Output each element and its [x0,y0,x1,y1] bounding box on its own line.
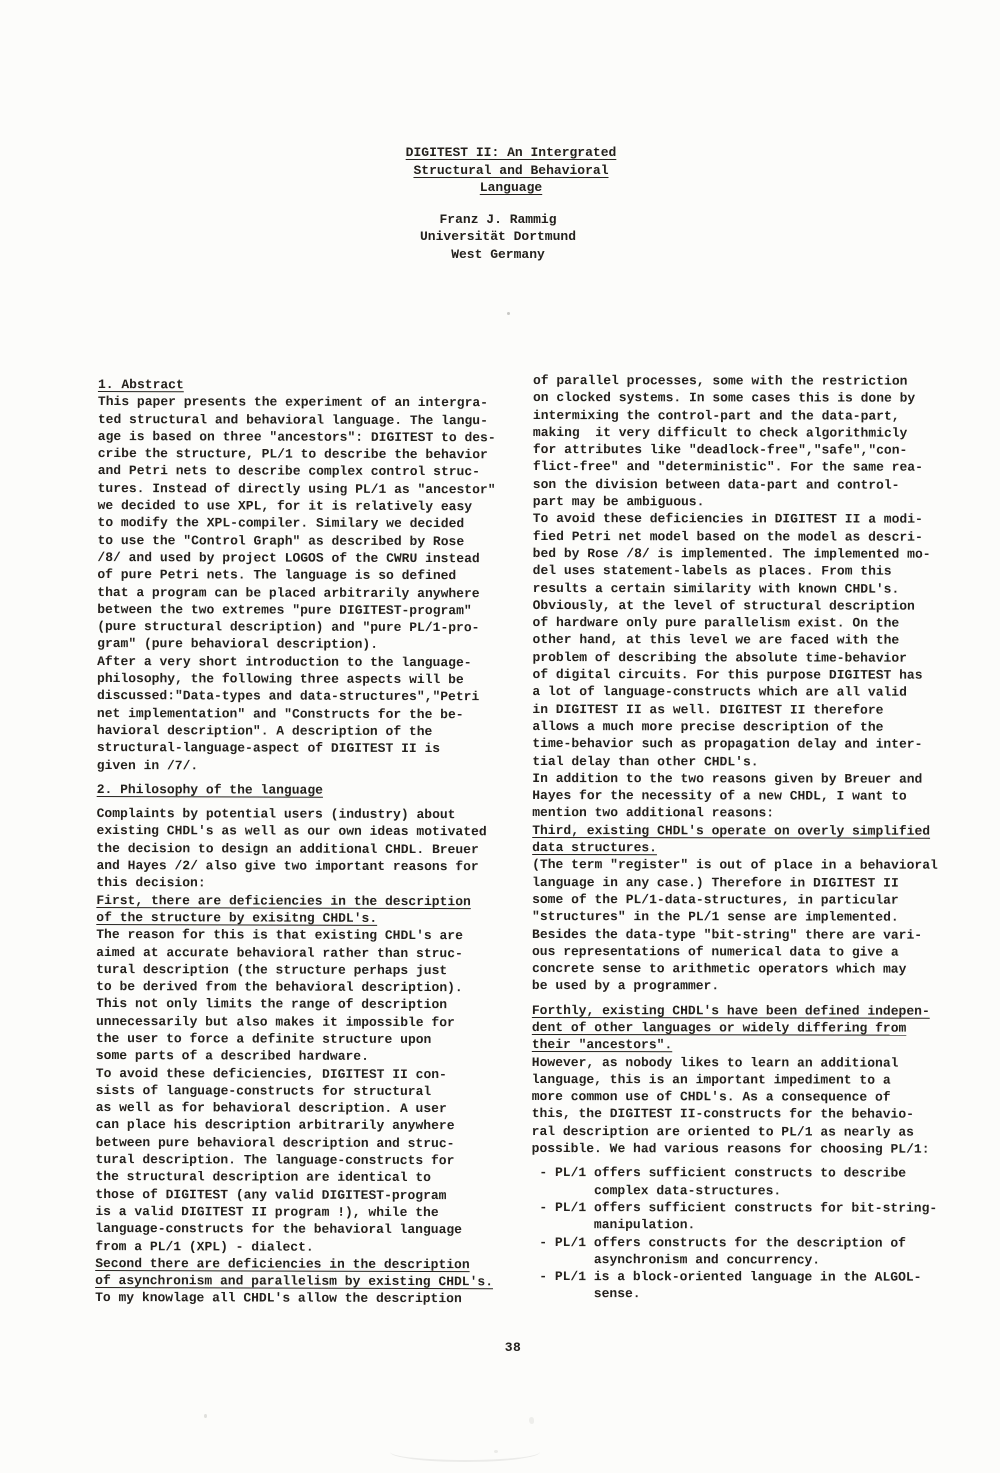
text-line: "structures" in the PL/1 sense are implemented. [532,909,899,925]
text-line: ted structural and behavioral language. The langu- [97,411,488,428]
paper-title-line-1: DIGITEST II: An Intergrated [405,145,617,160]
text-line: First, there are deficiencies in the description [96,892,471,909]
text-line: results a certain similarity with known CHDL's. [532,580,900,597]
text-line: However, as nobody likes to learn an additional [531,1054,899,1071]
text-line: Second there are deficiencies in the description [95,1255,470,1273]
text-line: making it very difficult to check algorithmicly [532,424,908,441]
text-line: to modify the XPL-compiler. Similary we decided [97,515,465,532]
text-line: for attributes like "deadlock-free","safe","con- [532,442,908,458]
text-line: sists of language-constructs for structural [95,1082,432,1099]
scan-artifact-dot [507,312,510,315]
paper-title-line-3: Language [479,180,543,196]
text-line: intermixing the control-part and the data-part, [532,407,900,424]
author-block [11,211,985,264]
text-line: between pure behavioral description and struc- [95,1134,455,1151]
text-line: language, this is an important impediment to a [531,1071,891,1088]
text-line: tural description. The language-constructs for [95,1152,455,1169]
text-line: (pure structural description) and "pure PL/1-pro- [97,619,480,636]
text-line: and Hayes /2/ also give two important reasons for [96,858,479,875]
text-line: age is based on three "ancestors": DIGITEST to des- [97,428,496,446]
text-line: unnecessarily but also makes it impossible for [95,1013,455,1030]
text-line: their "ancestors". [531,1037,673,1053]
text-line: this decision: [96,875,206,891]
text-line: concrete sense to arithmetic operators which may [531,961,907,977]
scan-artifact-dot [204,1414,207,1418]
text-line: this, the DIGITEST II-constructs for the behavio- [531,1106,914,1123]
text-line: Forthly, existing CHDL's have been defined indepen- [531,1002,930,1019]
text-line: that a program can be placed arbitrarily anywhere [97,584,480,601]
text-line: In addition to the two reasons given by Breuer and [532,770,923,787]
text-line: to be derived from the behavioral description). [96,979,463,996]
text-line: problem of describing the absolute time-behavior [532,649,907,666]
text-line: of hardware only pure parallelism exist. On the [532,615,900,631]
text-line: some of the PL/1-data-structures, in particular [532,891,899,908]
text-line: of parallel processes, some with the restriction [532,373,908,389]
text-line: sense. [531,1286,641,1302]
text-line: - PL/1 offers sufficient constructs to describe [531,1165,907,1182]
text-line: Hayes for the necessity of a new CHDL, I want to [532,788,907,804]
text-line: of pure Petri nets. The language is so defined [97,567,457,584]
text-line: net implementation" and "Constructs for the be- [96,705,464,722]
scan-artifact-dot [529,1417,534,1424]
text-line: data structures. [532,840,658,856]
text-line: to use the "Control Graph" as described by Rose [97,532,465,549]
text-line: is a valid DIGITEST II program !), while the [95,1203,439,1221]
text-line: other hand, at this level we are faced with the [532,632,900,649]
text-line: After a very short introduction to the language- [97,653,472,670]
text-line: the user to force a definite structure upon [95,1030,432,1048]
text-line: /8/ and used by project LOGOS of the CWRU instead [97,549,480,567]
text-line: cribe the structure, PL/1 to describe the behavior [97,446,488,463]
text-line: possible. We had various reasons for choosing PL/1: [531,1141,930,1157]
page-number: 38 [504,1340,522,1355]
text-line: ous representations of numerical data to give a [531,943,899,960]
author-name: Franz J. Rammig [439,211,557,227]
text-line: Besides the data-type "bit-string" there are vari- [532,926,923,943]
column-right [531,372,955,1303]
text-line: time-behavior such as propagation delay and inter- [532,736,923,752]
text-line: as well as for behavioral description. A user [95,1100,447,1117]
text-line: those of DIGITEST (any valid DIGITEST-program [95,1186,447,1203]
text-line: flict-free" and "deterministic". For the same rea- [532,459,923,476]
author-country: West Germany [451,246,545,262]
text-line: of digital circuits. For this purpose DIGITEST has [532,667,923,683]
title-block [11,144,1000,263]
text-line: language-constructs for the behavioral language [95,1221,463,1238]
text-line: in DIGITEST II as well. DIGITEST II therefore [532,701,884,718]
paper-title-line-2: Structural and Behavioral [413,162,609,178]
text-line: the decision to design an additional CHDL. Breuer [96,840,479,857]
author-affiliation: Universität Dortmund [419,229,577,245]
text-line: manipulation. [531,1217,696,1233]
text-line: fied Petri net model based on the model as descri- [532,528,923,545]
text-line: can place his description arbitrarily anywhere [95,1117,455,1134]
text-line: havioral description". A description of the [96,722,433,739]
text-line: of asynchronism and parallelism by existing CHDL's. [95,1273,494,1290]
text-line: dent of other languages or widely differing from [531,1019,907,1036]
text-line: complex data-structures. [531,1182,782,1199]
text-line: To my knowlage all CHDL's allow the description [95,1290,462,1307]
text-line: be used by a programmer. [531,978,720,994]
text-line: given in /7/. [96,757,199,773]
text-line: tural description (the structure perhaps just [96,961,448,978]
section-heading: 2. Philosophy of the language [96,781,323,798]
text-line: aimed at accurate behavioral rather than struc- [96,944,463,961]
text-line: philosophy, the following three aspects will be [97,671,464,688]
text-line: discussed:"Data-types and data-structures","Petri [96,688,480,705]
text-line: - PL/1 offers constructs for the description of [531,1234,906,1251]
text-line: some parts of a described hardware. [95,1048,369,1065]
text-line: more common use of CHDL's. As a consequence of [531,1089,891,1105]
text-line: between the two extremes "pure DIGITEST-program" [97,601,472,619]
scan-artifact-arc [390,1442,540,1462]
text-line: structural-language-aspect of DIGITEST II is [96,740,441,757]
text-line: from a PL/1 (XPL) - dialect. [95,1238,314,1255]
text-line: we decided to use XPL, for it is relatively easy [97,498,473,515]
text-line: asynchronism and concurrency. [531,1251,821,1268]
text-line: tures. Instead of directly using PL/1 as "ancestor" [97,480,496,498]
text-line: the structural description are identical to [95,1169,431,1186]
text-line: - PL/1 is a block-oriented language in the ALGOL- [531,1269,922,1285]
text-line: - PL/1 offers sufficient constructs for bit-string- [531,1199,938,1216]
text-line: This paper presents the experiment of an intergra- [97,394,489,411]
text-line: language in any case.) Therefore in DIGITEST II [532,874,899,891]
text-line: on clocked systems. In some cases this is done by [532,390,916,406]
text-line: Obviously, at the level of structural description [532,597,915,614]
text-line: To avoid these deficiencies in DIGITEST II a modi- [532,511,923,528]
text-line: del uses statement-labels as places. From this [532,563,892,579]
column-left [95,376,510,1308]
text-line: tial delay than other CHDL's. [532,753,759,769]
text-line: Complaints by potential users (industry) about [96,806,456,823]
text-line: existing CHDL's as well as our own ideas motivated [96,823,487,840]
text-line: Third, existing CHDL's operate on overly simplified [532,822,931,839]
text-line: allows a much more precise description of the [532,718,884,735]
text-line: ral description are oriented to PL/1 as nearly as [531,1123,914,1140]
text-line: a lot of language-constructs which are all valid [532,684,907,700]
text-line: and Petri nets to describe complex control struc- [97,463,480,480]
text-line: gram" (pure behavioral description). [97,636,379,653]
text-line: of the structure by exisitng CHDL's. [96,909,378,926]
text-line: The reason for this is that existing CHDL's are [96,927,463,944]
text-line: This not only limits the range of description [96,996,448,1013]
text-line: (The term "register" is out of place in a behavioral [532,857,938,874]
text-line: son the division between data-part and control- [532,476,900,493]
section-heading: 1. Abstract [97,377,184,393]
text-line: part may be ambiguous. [532,494,705,510]
text-line: bed by Rose /8/ is implemented. The implemented mo- [532,545,931,562]
text-line: To avoid these deficiencies, DIGITEST II con- [95,1065,447,1082]
text-line: mention two additional reasons: [532,805,775,821]
